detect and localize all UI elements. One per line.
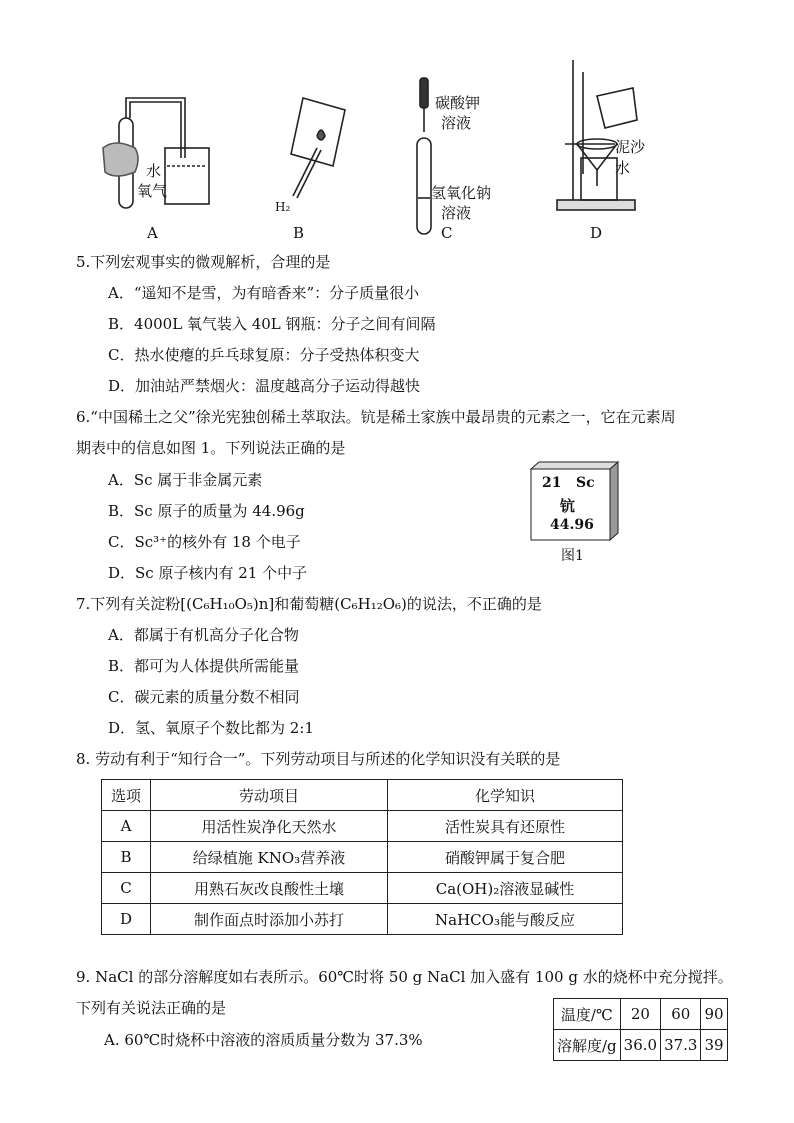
table-cell: 制作面点时添加小苏打 <box>151 904 388 935</box>
question-5-option-c: C．热水使瘪的乒乓球复原：分子受热体积变大 <box>108 346 420 364</box>
table-cell: Ca(OH)₂溶液显碱性 <box>388 873 623 904</box>
table-cell: 温度/℃ <box>554 999 621 1030</box>
question-5-stem: 5.下列宏观事实的微观解析，合理的是 <box>76 253 331 271</box>
table-row <box>102 811 623 842</box>
table-cell: 37.3 <box>661 1030 701 1061</box>
table-row <box>554 999 728 1030</box>
table-cell: NaHCO₃能与酸反应 <box>388 904 623 935</box>
question-7-option-c: C．碳元素的质量分数不相同 <box>108 688 300 706</box>
figure-d-label: 泥沙水 <box>615 138 646 177</box>
element-symbol: Sc <box>576 475 595 491</box>
experiment-figures <box>95 48 655 248</box>
figure-d-caption: D <box>590 224 603 242</box>
question-6-option-d: D．Sc 原子核内有 21 个中子 <box>108 564 308 582</box>
header-option: 选项 <box>102 780 151 811</box>
element-name: 钪 <box>560 497 576 515</box>
question-5-option-d: D．加油站严禁烟火：温度越高分子运动得越快 <box>108 377 421 395</box>
figure-c-caption: C <box>441 224 453 242</box>
question-5-option-a: A．“遥知不是雪，为有暗香来”：分子质量很小 <box>108 284 420 302</box>
question-6-option-a: A．Sc 属于非金属元素 <box>108 471 263 489</box>
question-6-stem-line2: 期表中的信息如图 1。下列说法正确的是 <box>76 439 346 457</box>
question-9-option-a: A. 60℃时烧杯中溶液的溶质质量分数为 37.3% <box>104 1031 423 1049</box>
table-cell: A <box>102 811 151 842</box>
table-row <box>102 842 623 873</box>
table-row <box>102 904 623 935</box>
figure-b-caption: B <box>293 224 305 242</box>
figure-b-apparatus <box>291 98 345 198</box>
solubility-table <box>553 998 728 1061</box>
table-cell: D <box>102 904 151 935</box>
table-cell: 活性炭具有还原性 <box>388 811 623 842</box>
figure-c-label-1: 碳酸钾 <box>435 94 481 112</box>
table-row <box>554 1030 728 1061</box>
table-cell: B <box>102 842 151 873</box>
table-cell: C <box>102 873 151 904</box>
table-cell: 20 <box>620 999 660 1030</box>
header-knowledge: 化学知识 <box>388 780 623 811</box>
question-6-option-b: B．Sc 原子的质量为 44.96g <box>108 502 305 520</box>
question-7-option-b: B．都可为人体提供所需能量 <box>108 657 300 675</box>
question-6-stem-line1: 6.“中国稀土之父”徐光宪独创稀土萃取法。钪是稀土家族中最昂贵的元素之一，它在元素周 <box>76 408 676 426</box>
element-atomic-number: 21 <box>542 475 562 491</box>
figure-a-label-water: 水 <box>146 162 162 180</box>
table-header-row <box>102 780 623 811</box>
table-cell: 给绿植施 KNO₃营养液 <box>151 842 388 873</box>
table-cell: 硝酸钾属于复合肥 <box>388 842 623 873</box>
table-cell: 39 <box>701 1030 727 1061</box>
element-atomic-mass: 44.96 <box>550 517 594 533</box>
figure-c-label-3: 氢氧化钠 <box>431 184 492 202</box>
figure-c-label-4: 溶液 <box>441 204 472 222</box>
table-cell: 90 <box>701 999 727 1030</box>
figure-a-caption: A <box>147 224 158 242</box>
figure-b-label-h2: H₂ <box>275 200 291 214</box>
table-cell: 用活性炭净化天然水 <box>151 811 388 842</box>
question-6-option-c: C．Sc³⁺的核外有 18 个电子 <box>108 533 301 551</box>
header-labor: 劳动项目 <box>151 780 388 811</box>
table-cell: 用熟石灰改良酸性土壤 <box>151 873 388 904</box>
table-cell: 溶解度/g <box>554 1030 621 1061</box>
table-row <box>102 873 623 904</box>
figure-d-apparatus <box>557 60 637 210</box>
element-card-scandium <box>530 461 612 535</box>
question-9-stem-line1: 9. NaCl 的部分溶解度如右表所示。60℃时将 50 g NaCl 加入盛有 100 g 水的烧杯中充分搅拌。 <box>76 968 733 986</box>
figure-a-label-oxygen: 氧气 <box>137 182 168 200</box>
figure-1-caption: 图1 <box>561 548 584 564</box>
question-8-stem: 8. 劳动有利于“知行合一”。下列劳动项目与所述的化学知识没有关联的是 <box>76 750 561 768</box>
question-7-option-a: A．都属于有机高分子化合物 <box>108 626 299 644</box>
table-cell: 36.0 <box>620 1030 660 1061</box>
question-9-stem-line2: 下列有关说法正确的是 <box>76 999 227 1017</box>
figure-c-apparatus <box>417 78 431 234</box>
figure-c-label-2: 溶液 <box>441 114 472 132</box>
question-7-stem: 7.下列有关淀粉[(C₆H₁₀O₅)n]和葡萄糖(C₆H₁₂O₆)的说法，不正确的是 <box>76 595 542 613</box>
table-cell: 60 <box>661 999 701 1030</box>
apparatus-illustrations <box>95 48 655 248</box>
question-8-table <box>101 779 623 935</box>
question-7-option-d: D．氢、氧原子个数比都为 2:1 <box>108 719 314 737</box>
question-5-option-b: B．4000L 氧气装入 40L 钢瓶：分子之间有间隔 <box>108 315 436 333</box>
